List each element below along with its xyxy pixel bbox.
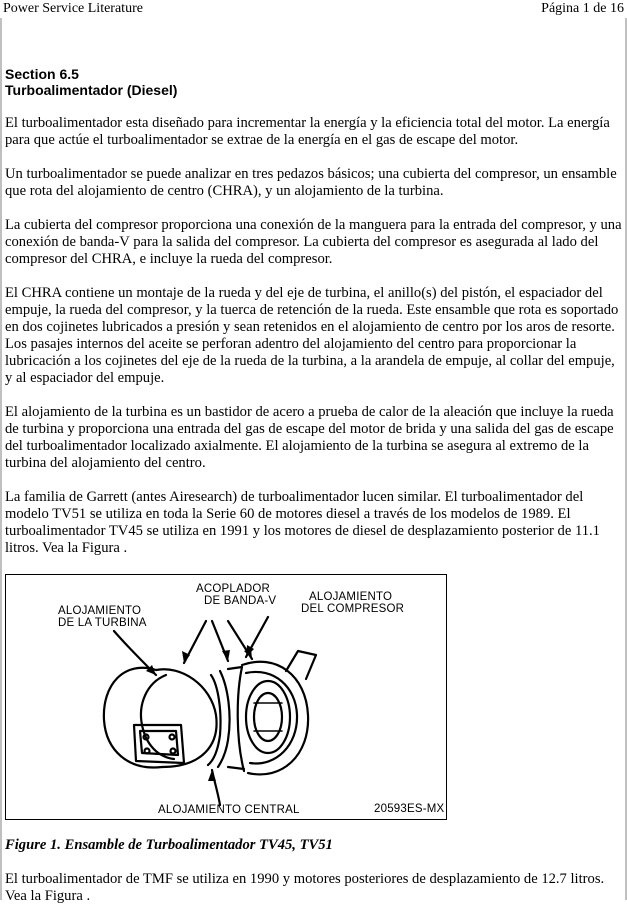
label-center-housing: ALOJAMIENTO CENTRAL: [158, 804, 300, 816]
label-turbine-housing-1: ALOJAMIENTO: [58, 605, 142, 617]
turbocharger-figure: [5, 574, 447, 820]
paragraph: La familia de Garrett (antes Airesearch) de turboalimentador lucen similar. El turboalimentador del modelo TV51 se utiliza en toda la Serie 60 de motores diesel a través de los modelos de 1989. El turboalimentador TV45 se utiliza en 1991 y los motores de diesel de desplazamiento posterior de 11.1 litros. Vea la Figura .: [5, 489, 600, 556]
paragraph: El turboalimentador esta diseñado para incrementar la energía y la eficiencia total del motor. La energía para que actúe el turboalimentador se extrae de la energía en el gas de escape del motor.: [5, 115, 610, 148]
label-vband-coupler-2: DE BANDA-V: [204, 595, 277, 607]
figure-code: 20593ES-MX: [374, 803, 445, 815]
page-header: [0, 0, 627, 18]
document-body: [5, 66, 624, 905]
label-compressor-housing-1: ALOJAMIENTO: [309, 591, 393, 603]
page-number: Página 1 de 16: [541, 1, 624, 16]
label-vband-coupler-1: ACOPLADOR: [196, 583, 271, 595]
paragraph: Un turboalimentador se puede analizar en tres pedazos básicos; una cubierta del compresor, un ensamble que rota del alojamiento de centro (CHRA), y un alojamiento de la turbina.: [5, 166, 617, 199]
label-turbine-housing-2: DE LA TURBINA: [58, 617, 147, 629]
figure-caption: Figure 1. Ensamble de Turboalimentador TV45, TV51: [5, 837, 333, 853]
label-compressor-housing-2: DEL COMPRESOR: [301, 603, 405, 615]
header-source: Power Service Literature: [3, 1, 143, 16]
frame-left-border: [0, 18, 2, 900]
paragraph: El alojamiento de la turbina es un bastidor de acero a prueba de calor de la aleación que incluye la rueda de turbina y proporciona una entrada del gas de escape del motor de brida y una salida del gas de escape del turboalimentador localizado axialmente. El alojamiento de la turbina se asegura al extremo de la turbina del alojamiento del centro.: [5, 404, 614, 471]
paragraph: La cubierta del compresor proporciona una conexión de la manguera para la entrada del compresor, y una conexión de banda-V para la salida del compresor. La cubierta del compresor es asegurada al lado del compresor del CHRA, e incluye la rueda del compresor.: [5, 217, 622, 267]
section-title: Turboalimentador (Diesel): [5, 82, 178, 98]
section-number: Section 6.5: [5, 66, 79, 82]
paragraph: El turboalimentador de TMF se utiliza en 1990 y motores posteriores de desplazamiento de 12.7 litros. Vea la Figura .: [5, 871, 605, 904]
paragraph: El CHRA contiene un montaje de la rueda y del eje de turbina, el anillo(s) del pistón, el espaciador del empuje, la rueda del compresor, y la tuerca de retención de la rueda. Este ensamble que rota es soportado en dos cojinetes lubricados a presión y sean retenidos en el alojamiento de centro por los aros de resorte. Los pasajes internos del aceite se perforan adentro del alojamiento del centro para proporcionar la lubricación a los cojinetes del eje de la rueda de la turbina, a la arandela de empuje, al collar del empuje, y al espaciador del empuje.: [5, 285, 619, 386]
